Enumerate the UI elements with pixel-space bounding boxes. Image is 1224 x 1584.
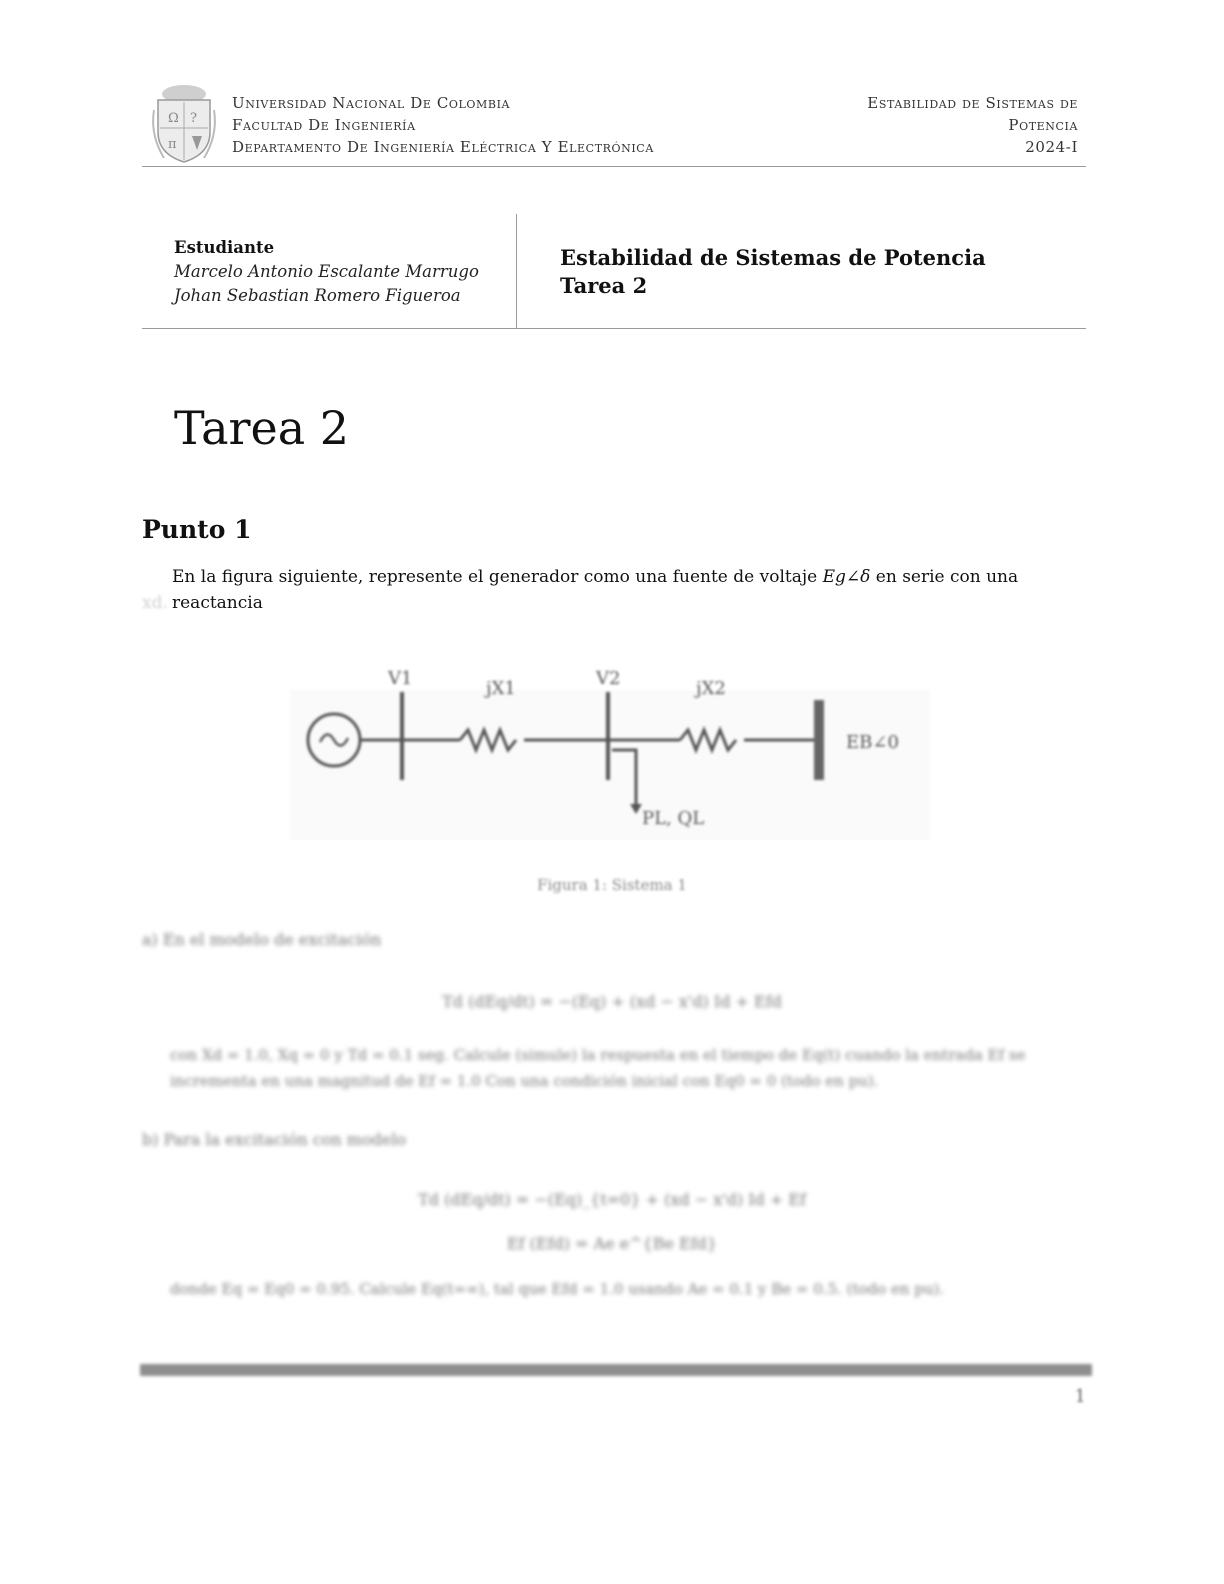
statement-continuation: xd. (142, 593, 168, 613)
header-term: 2024-I (1025, 138, 1078, 156)
header-course-line1: Estabilidad de Sistemas de (867, 94, 1078, 112)
department-name: Departamento De Ingeniería Eléctrica Y Electrónica (232, 138, 654, 156)
page-number: 1 (1074, 1386, 1086, 1407)
item-a-text: con Xd = 1.0, Xq = 0 y Td = 0.1 seg. Calcule (simule) la respuesta en el tiempo de Eq(t) cuando la entrada Ef se incrementa en una magnitud de Ef = 1.0 Con una condición inicial con Eq0 = 0 (todo en pu). (170, 1046, 1026, 1090)
header-course (867, 92, 1078, 158)
label-v1: V1 (388, 668, 413, 689)
infinite-bus (814, 700, 824, 780)
equation-b1: Td (dEq/dt) = −(Eq)_{t=0} + (xd − x'd) Id + Ef (418, 1190, 806, 1209)
statement-text-start: En la figura siguiente, represente el generador como una fuente de voltaje (172, 567, 823, 587)
faculty-name: Facultad De Ingeniería (232, 116, 416, 134)
statement-text-end: en serie con una reactancia (172, 567, 1019, 613)
student-name-2: Johan Sebastian Romero Figueroa (174, 286, 461, 305)
label-x2: jX2 (696, 678, 726, 699)
label-infinite-bus: EB∠0 (846, 732, 899, 753)
header-course-line2: Potencia (1008, 116, 1078, 134)
document-title: Tarea 2 (174, 401, 350, 455)
course-title: Estabilidad de Sistemas de Potencia (560, 245, 986, 270)
assignment-name: Tarea 2 (560, 273, 648, 298)
section-heading: Punto 1 (142, 515, 252, 544)
info-vertical-divider (516, 214, 517, 328)
label-x1: jX1 (486, 678, 516, 699)
university-crest-logo (150, 80, 218, 166)
footer-bar (140, 1364, 1092, 1376)
svg-text:Ω: Ω (168, 111, 179, 126)
item-a-heading: a) En el modelo de excitación (142, 930, 382, 949)
label-load: PL, QL (642, 808, 705, 829)
item-b-heading: b) Para la excitación con modelo (142, 1130, 407, 1149)
university-name: Universidad Nacional De Colombia (232, 94, 511, 112)
figure-caption: Figura 1: Sistema 1 (537, 876, 687, 894)
svg-text:π: π (168, 137, 177, 152)
student-block (174, 236, 479, 308)
student-name-1: Marcelo Antonio Escalante Marrugo (174, 262, 479, 281)
header-institution (232, 92, 654, 158)
info-divider (142, 328, 1086, 329)
circuit-diagram (290, 630, 930, 850)
course-block (560, 244, 986, 300)
student-label: Estudiante (174, 238, 275, 257)
svg-text:?: ? (190, 111, 197, 126)
item-b-text: donde Eq = Eq0 = 0.95. Calcule Eq(t=∞), tal que Efd = 1.0 usando Ae = 0.1 y Be = 0.5. (todo en pu). (170, 1280, 945, 1298)
voltage-source-symbol: Eg∠δ (822, 567, 871, 587)
equation-b2: Ef (Efd) = Ae e^{Be Efd} (506, 1234, 718, 1253)
header-divider (142, 166, 1086, 167)
problem-statement (172, 564, 1086, 616)
label-v2: V2 (596, 668, 621, 689)
equation-a: Td (dEq/dt) = −(Eq) + (xd − x'd) Id + Efd (442, 992, 782, 1011)
